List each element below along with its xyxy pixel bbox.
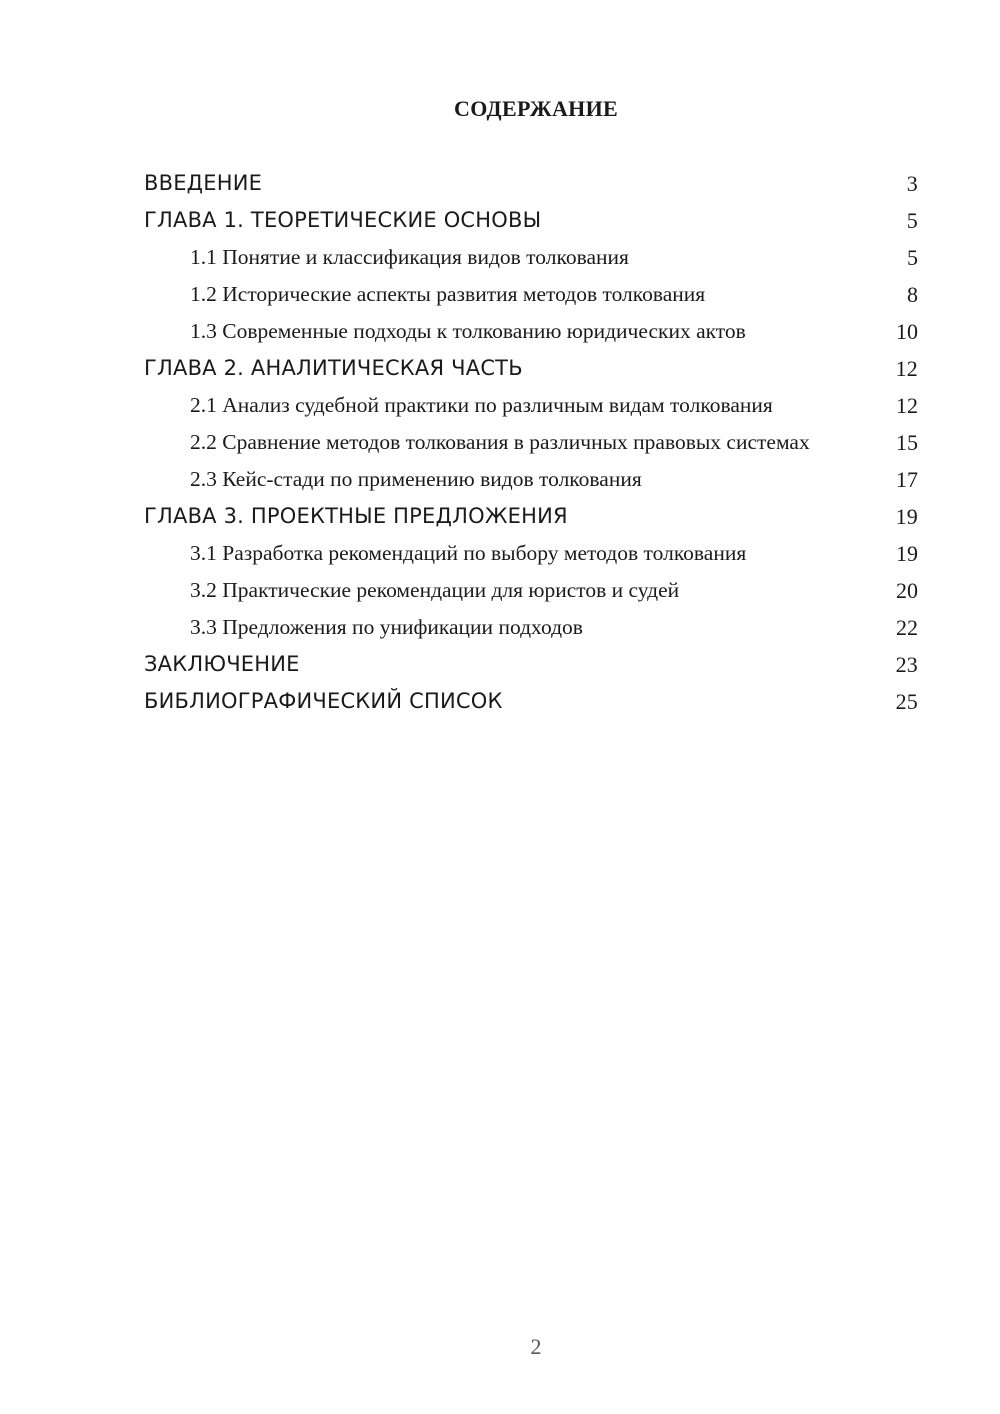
toc-entry-page: 3: [906, 171, 918, 196]
toc-subentry[interactable]: [144, 540, 918, 567]
toc-entry-page: 25: [895, 689, 918, 714]
toc-entry-page: 15: [896, 430, 918, 455]
toc-entry[interactable]: [144, 355, 918, 382]
toc-subentry[interactable]: [144, 392, 918, 419]
toc-subentry[interactable]: [144, 429, 918, 456]
toc-entry-page: 19: [895, 504, 918, 529]
toc-entry-text: БИБЛИОГРАФИЧЕСКИЙ СПИСОК: [144, 689, 503, 713]
toc-entry[interactable]: [144, 688, 918, 715]
toc-subentry[interactable]: [144, 281, 918, 308]
toc-entry-page: 19: [896, 541, 918, 566]
toc-entry-text: 1.3 Современные подходы к толкованию юридических актов: [190, 319, 746, 343]
toc-entry-page: 20: [896, 578, 918, 603]
toc-entry-text: ГЛАВА 2. АНАЛИТИЧЕСКАЯ ЧАСТЬ: [144, 356, 523, 380]
toc-entry-page: 8: [907, 282, 918, 307]
toc-entry-text: ВВЕДЕНИЕ: [144, 171, 263, 195]
toc-entry[interactable]: [144, 207, 918, 234]
toc-entry-text: 3.1 Разработка рекомендаций по выбору методов толкования: [190, 541, 747, 565]
toc-entry-text: ГЛАВА 3. ПРОЕКТНЫЕ ПРЕДЛОЖЕНИЯ: [144, 504, 568, 528]
page-number: 2: [530, 1334, 542, 1359]
toc-entry-text: 1.2 Исторические аспекты развития методов толкования: [190, 282, 706, 306]
toc-entry-text: 2.1 Анализ судебной практики по различным видам толкования: [190, 393, 773, 417]
toc-entry[interactable]: [144, 503, 918, 530]
toc-entry[interactable]: [144, 170, 918, 197]
toc-entry-text: 1.1 Понятие и классификация видов толкования: [190, 245, 629, 269]
toc-entry-page: 12: [895, 356, 918, 381]
toc-entry-page: 23: [895, 652, 918, 677]
toc-subentry[interactable]: [144, 244, 918, 271]
table-of-contents: [144, 170, 918, 725]
toc-entry-page: 5: [907, 245, 918, 270]
toc-entry-page: 5: [906, 208, 918, 233]
toc-entry-text: 2.3 Кейс-стади по применению видов толкования: [190, 467, 642, 491]
toc-entry-text: 2.2 Сравнение методов толкования в различных правовых системах: [190, 430, 810, 454]
toc-subentry[interactable]: [144, 577, 918, 604]
toc-entry-page: 22: [896, 615, 918, 640]
toc-subentry[interactable]: [144, 614, 918, 641]
toc-entry-page: 17: [896, 467, 918, 492]
toc-entry-page: 12: [896, 393, 918, 418]
toc-title: СОДЕРЖАНИЕ: [454, 96, 618, 121]
toc-entry[interactable]: [144, 651, 918, 678]
toc-entry-text: ГЛАВА 1. ТЕОРЕТИЧЕСКИЕ ОСНОВЫ: [144, 208, 542, 232]
toc-subentry[interactable]: [144, 318, 918, 345]
toc-entry-text: 3.2 Практические рекомендации для юристов и судей: [190, 578, 680, 602]
toc-subentry[interactable]: [144, 466, 918, 493]
toc-entry-page: 10: [896, 319, 918, 344]
toc-entry-text: 3.3 Предложения по унификации подходов: [190, 615, 583, 639]
toc-entry-text: ЗАКЛЮЧЕНИЕ: [144, 652, 300, 676]
